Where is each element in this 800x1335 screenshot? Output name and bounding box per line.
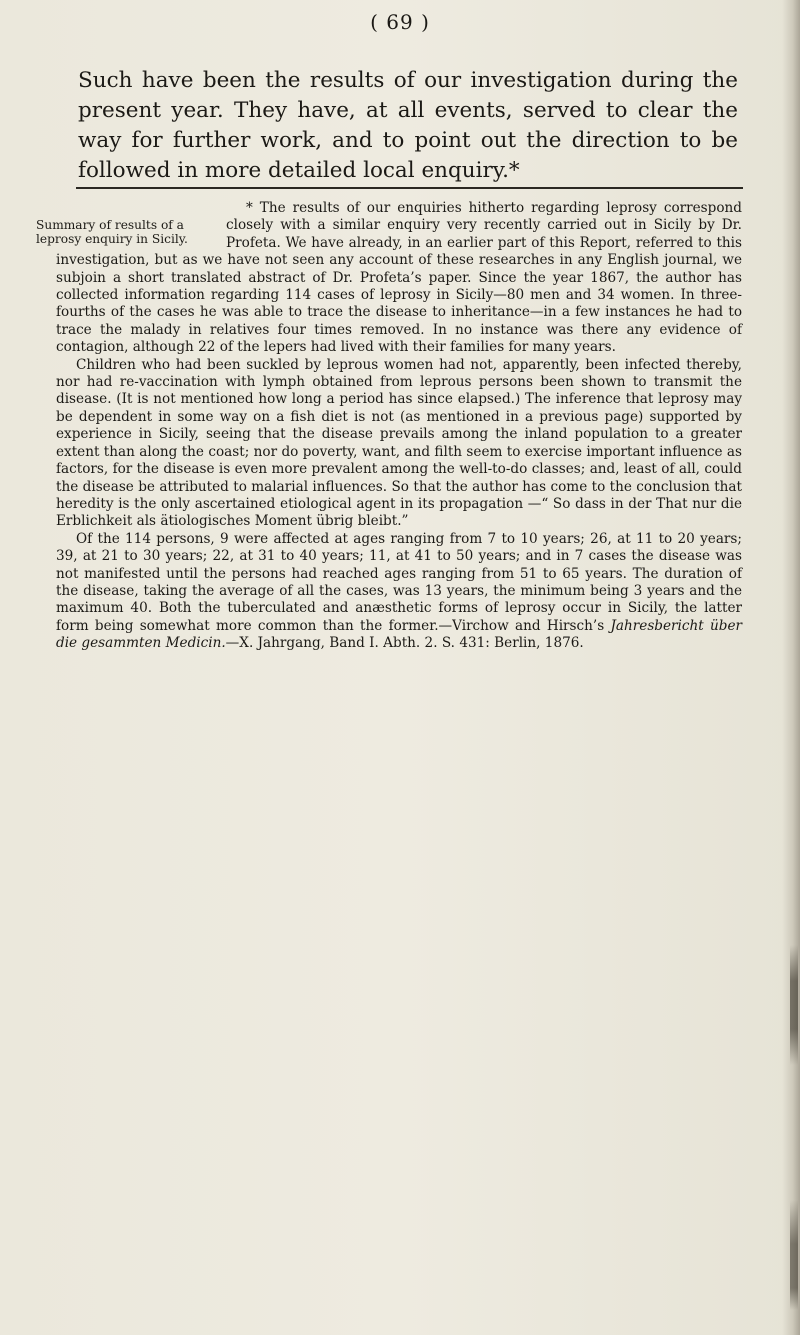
footnote-paragraph-1 [36,200,742,357]
intro-paragraph: Such have been the results of our investigation during the present year. They have, at all events, served to clear the way for further work, and to point out the direction to be followed in more detailed local enquiry.* [78,68,738,183]
page-edge-mark [790,945,798,1065]
footnote-paragraph-1-text: * The results of our enquiries hitherto regarding leprosy correspond closely with a similar enquiry very recently carried out in Sicily by Dr. Profeta. We have already, in an earlier part of this Report, referred to this investigation, but as we have not seen any account of these researches in any English journal, we subjoin a short translated abstract of Dr. Profeta’s paper. Since the year 1867, the author has collected information regarding 114 cases of leprosy in Sicily—80 men and 34 women. In three-fourths of the cases he was able to trace the disease to inheritance—in a few instances he had to trace the malady in relatives four times removed. In no instance was there any evidence of contagion, although 22 of the lepers had lived with their families for many years. [56,200,742,356]
footnote-paragraph-3-text: Of the 114 persons, 9 were affected at ages ranging from 7 to 10 years; 26, at 11 to 20 years; 39, at 21 to 30 years; 22, at 31 to 40 years; 11, at 41 to 50 years; and in 7 cases the disease was not manifested until the persons had reached ages ranging from 51 to 65 years. The duration of the disease, taking the average of all the cases, was 13 years, the minimum being 3 years and the maximum 40. Both the tuberculated and anæsthetic forms of leprosy occur in Sicily, the latter form being somewhat more common than the former.—Virchow and Hirsch’s [56,530,742,634]
footnote-block [36,200,742,653]
footnote-paragraph-3 [56,531,742,653]
margin-sidenote: Summary of results of a leprosy enquiry in Sicily. [36,218,188,246]
page-number: ( 69 ) [370,10,430,34]
citation-details: —X. Jahrgang, Band I. Abth. 2. S. 431: Berlin, 1876. [225,635,584,652]
footnote-separator-rule [76,187,743,189]
page-edge-mark [790,1200,798,1310]
footnote-paragraph-2: Children who had been suckled by leprous women had not, apparently, been infected thereby, nor had re-vaccination with lymph obtained from leprous persons been shown to transmit the disease. (It is not mentioned how long a period has since elapsed.) The inference that leprosy may be dependent in some way on a fish diet is not (as mentioned in a previous page) supported by experience in Sicily, seeing that the disease prevails among the inland population to a greater extent than along the coast; nor do poverty, want, and filth seem to exercise important influence as factors, for the disease is even more prevalent among the well-to-do classes; and, least of all, could the disease be attributed to malarial influences. So that the author has come to the conclusion that heredity is the only ascertained etiological agent in its propagation —“ So dass in der That nur die Erblichkeit als ätiologisches Moment übrig bleibt.” [56,356,742,530]
journal-title: Jahresbericht über die gesammten Medicin. [56,617,742,652]
page-edge-shadow [782,0,800,1335]
